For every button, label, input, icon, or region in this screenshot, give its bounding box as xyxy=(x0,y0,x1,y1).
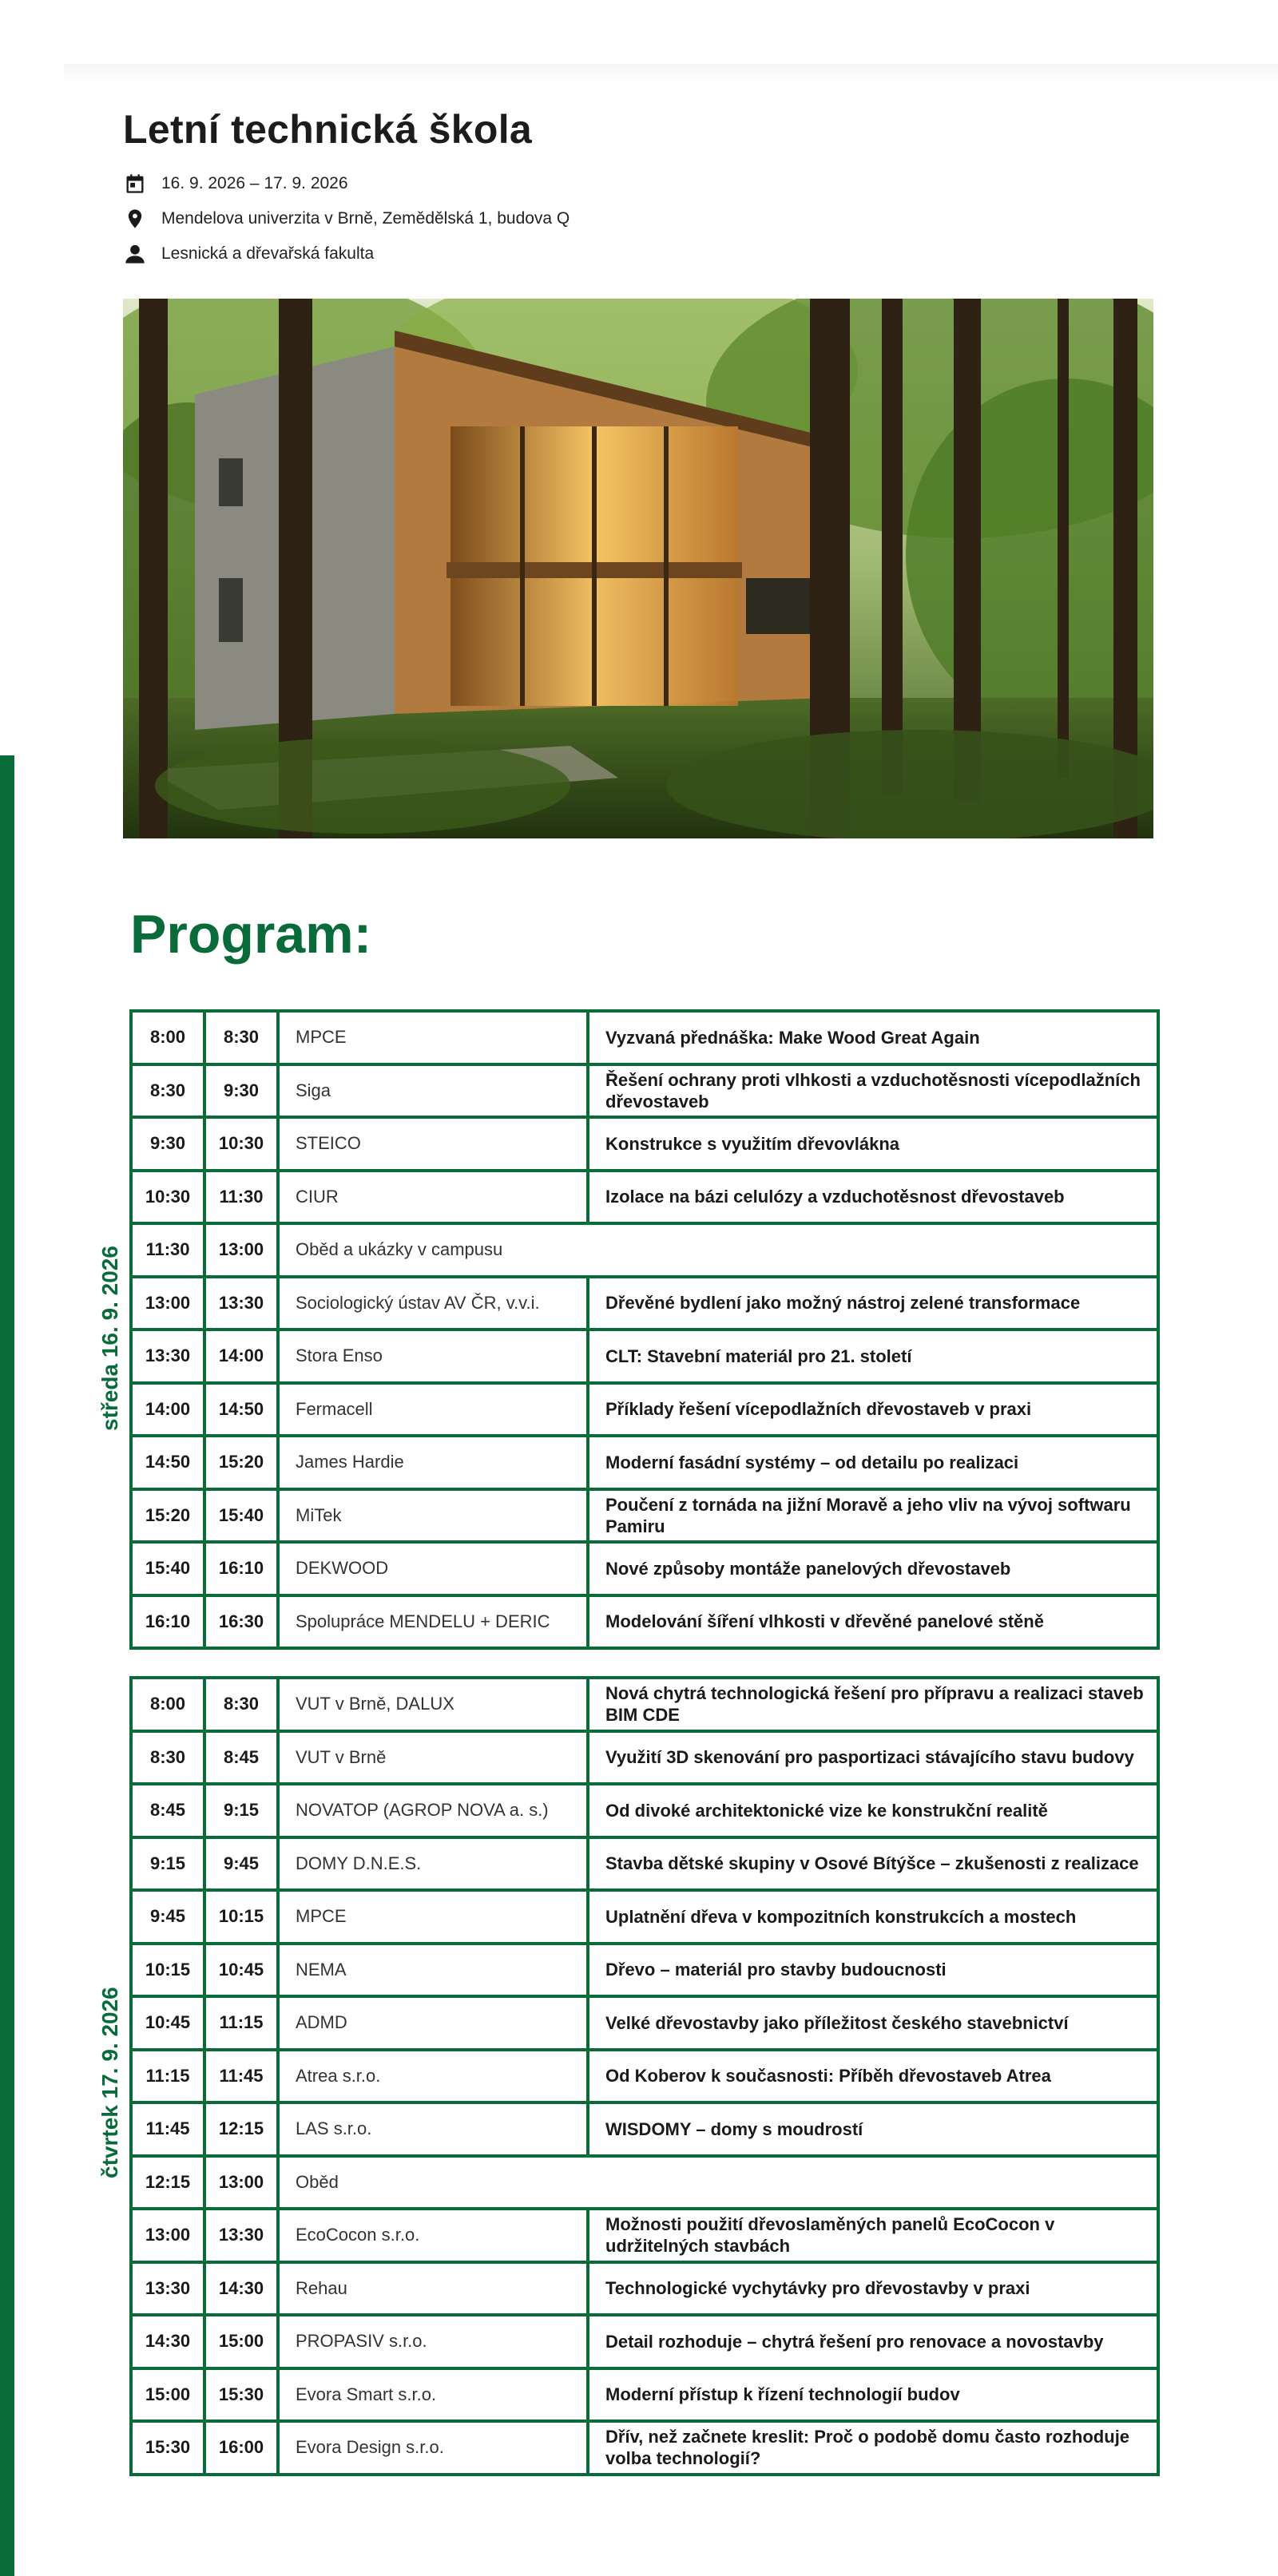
session-end: 10:15 xyxy=(204,1890,278,1944)
session-start: 8:00 xyxy=(131,1678,204,1731)
session-organization: ADMD xyxy=(278,1996,588,2050)
session-organization: DEKWOOD xyxy=(278,1542,588,1595)
session-talk: Využití 3D skenování pro pasportizaci stávajícího stavu budovy xyxy=(588,1731,1158,1785)
session-talk: Nová chytrá technologická řešení pro přípravu a realizaci staveb BIM CDE xyxy=(588,1678,1158,1731)
session-start: 8:30 xyxy=(131,1064,204,1118)
schedule-table-day-2 xyxy=(129,1676,1160,2476)
session-end: 9:45 xyxy=(204,1837,278,1891)
session-end: 8:45 xyxy=(204,1731,278,1785)
session-organization: MPCE xyxy=(278,1890,588,1944)
session-talk: Stavba dětské skupiny v Osové Bítýšce – zkušenosti z realizace xyxy=(588,1837,1158,1891)
session-start: 9:30 xyxy=(131,1117,204,1171)
table-row xyxy=(131,1011,1158,1064)
session-organization: James Hardie xyxy=(278,1436,588,1489)
table-row xyxy=(131,1944,1158,1997)
session-end: 8:30 xyxy=(204,1011,278,1064)
table-row xyxy=(131,2368,1158,2422)
session-organization: PROPASIV s.r.o. xyxy=(278,2315,588,2368)
session-talk: Dřív, než začnete kreslit: Proč o podobě domu často rozhoduje volba technologií? xyxy=(588,2421,1158,2475)
session-talk: Řešení ochrany proti vlhkosti a vzduchotěsnosti vícepodlažních dřevostaveb xyxy=(588,1064,1158,1118)
table-row xyxy=(131,1996,1158,2050)
person-icon xyxy=(123,242,147,266)
session-organization: MPCE xyxy=(278,1011,588,1064)
session-talk: CLT: Stavební materiál pro 21. století xyxy=(588,1330,1158,1383)
session-end: 10:30 xyxy=(204,1117,278,1171)
session-end: 15:40 xyxy=(204,1489,278,1543)
session-organization: Fermacell xyxy=(278,1383,588,1437)
session-end: 13:30 xyxy=(204,2209,278,2262)
session-start: 8:30 xyxy=(131,1731,204,1785)
event-location: Mendelova univerzita v Brně, Zemědělská 1, budova Q xyxy=(161,209,570,228)
session-start: 15:30 xyxy=(131,2421,204,2475)
session-end: 15:00 xyxy=(204,2315,278,2368)
table-row-lunch xyxy=(131,2156,1158,2209)
session-organization: Atrea s.r.o. xyxy=(278,2050,588,2103)
session-end: 10:45 xyxy=(204,1944,278,1997)
event-organizer-row xyxy=(123,236,1161,271)
session-organization: STEICO xyxy=(278,1117,588,1171)
session-end: 14:30 xyxy=(204,2262,278,2316)
session-talk: Poučení z tornáda na jižní Moravě a jeho vliv na vývoj softwaru Pamiru xyxy=(588,1489,1158,1543)
session-talk: Konstrukce s využitím dřevovlákna xyxy=(588,1117,1158,1171)
session-organization: Evora Smart s.r.o. xyxy=(278,2368,588,2422)
session-start: 15:00 xyxy=(131,2368,204,2422)
table-row xyxy=(131,2421,1158,2475)
session-end: 8:30 xyxy=(204,1678,278,1731)
table-row xyxy=(131,2102,1158,2156)
session-organization: Evora Design s.r.o. xyxy=(278,2421,588,2475)
session-organization: NEMA xyxy=(278,1944,588,1997)
table-row xyxy=(131,1436,1158,1489)
session-end: 14:50 xyxy=(204,1383,278,1437)
session-start: 14:00 xyxy=(131,1383,204,1437)
session-end: 11:15 xyxy=(204,1996,278,2050)
session-end: 15:30 xyxy=(204,2368,278,2422)
session-start: 12:15 xyxy=(131,2156,204,2209)
event-location-row xyxy=(123,201,1161,236)
session-talk: Možnosti použití dřevoslaměných panelů EcoCocon v udržitelných stavbách xyxy=(588,2209,1158,2262)
program-heading: Program: xyxy=(130,904,372,965)
session-talk: Vyzvaná přednáška: Make Wood Great Again xyxy=(588,1011,1158,1064)
session-talk: Velké dřevostavby jako příležitost českého stavebnictví xyxy=(588,1996,1158,2050)
session-end: 9:15 xyxy=(204,1784,278,1837)
session-start: 14:50 xyxy=(131,1436,204,1489)
session-end: 13:00 xyxy=(204,1223,278,1277)
day-label-thursday: čtvrtek 17. 9. 2026 xyxy=(97,1987,122,2178)
session-talk: Nové způsoby montáže panelových dřevostaveb xyxy=(588,1542,1158,1595)
table-row xyxy=(131,1277,1158,1330)
session-organization: VUT v Brně, DALUX xyxy=(278,1678,588,1731)
session-organization: Sociologický ústav AV ČR, v.v.i. xyxy=(278,1277,588,1330)
event-organizer: Lesnická a dřevařská fakulta xyxy=(161,244,375,263)
session-end: 16:10 xyxy=(204,1542,278,1595)
session-organization: EcoCocon s.r.o. xyxy=(278,2209,588,2262)
session-organization: Oběd a ukázky v campusu xyxy=(278,1223,1158,1277)
hero-image-wooden-house-in-forest xyxy=(123,299,1153,838)
session-talk: Dřevo – materiál pro stavby budoucnosti xyxy=(588,1944,1158,1997)
day-label-wednesday: středa 16. 9. 2026 xyxy=(97,1246,122,1431)
event-title: Letní technická škola xyxy=(123,107,533,152)
table-row-lunch xyxy=(131,1223,1158,1277)
session-organization: VUT v Brně xyxy=(278,1731,588,1785)
session-organization: Siga xyxy=(278,1064,588,1118)
table-row xyxy=(131,1731,1158,1785)
session-start: 13:30 xyxy=(131,1330,204,1383)
session-start: 9:15 xyxy=(131,1837,204,1891)
session-organization: DOMY D.N.E.S. xyxy=(278,1837,588,1891)
session-talk: Dřevěné bydlení jako možný nástroj zelené transformace xyxy=(588,1277,1158,1330)
table-row xyxy=(131,1595,1158,1649)
session-talk: Od Koberov k současnosti: Příběh dřevostaveb Atrea xyxy=(588,2050,1158,2103)
location-pin-icon xyxy=(123,207,147,231)
session-start: 13:00 xyxy=(131,2209,204,2262)
session-organization: NOVATOP (AGROP NOVA a. s.) xyxy=(278,1784,588,1837)
session-organization: Rehau xyxy=(278,2262,588,2316)
session-organization: Spolupráce MENDELU + DERIC xyxy=(278,1595,588,1649)
table-row xyxy=(131,1489,1158,1543)
session-organization: CIUR xyxy=(278,1171,588,1224)
session-end: 15:20 xyxy=(204,1436,278,1489)
table-row xyxy=(131,1171,1158,1224)
session-start: 10:15 xyxy=(131,1944,204,1997)
session-talk: WISDOMY – domy s moudrostí xyxy=(588,2102,1158,2156)
session-talk: Od divoké architektonické vize ke konstrukční realitě xyxy=(588,1784,1158,1837)
table-row xyxy=(131,2315,1158,2368)
session-start: 10:45 xyxy=(131,1996,204,2050)
session-start: 15:20 xyxy=(131,1489,204,1543)
session-start: 13:00 xyxy=(131,1277,204,1330)
session-talk: Příklady řešení vícepodlažních dřevostaveb v praxi xyxy=(588,1383,1158,1437)
table-row xyxy=(131,1542,1158,1595)
session-end: 11:30 xyxy=(204,1171,278,1224)
event-date: 16. 9. 2026 – 17. 9. 2026 xyxy=(161,174,348,192)
session-start: 16:10 xyxy=(131,1595,204,1649)
session-end: 16:00 xyxy=(204,2421,278,2475)
table-row xyxy=(131,1383,1158,1437)
session-start: 11:45 xyxy=(131,2102,204,2156)
session-organization: Stora Enso xyxy=(278,1330,588,1383)
table-row xyxy=(131,1330,1158,1383)
session-end: 11:45 xyxy=(204,2050,278,2103)
calendar-icon xyxy=(123,172,147,196)
table-row xyxy=(131,1837,1158,1891)
session-end: 13:30 xyxy=(204,1277,278,1330)
session-organization: MiTek xyxy=(278,1489,588,1543)
session-start: 15:40 xyxy=(131,1542,204,1595)
session-talk: Detail rozhoduje – chytrá řešení pro renovace a novostavby xyxy=(588,2315,1158,2368)
table-row xyxy=(131,1890,1158,1944)
table-row xyxy=(131,2209,1158,2262)
session-start: 10:30 xyxy=(131,1171,204,1224)
table-row xyxy=(131,2050,1158,2103)
session-organization: Oběd xyxy=(278,2156,1158,2209)
session-end: 14:00 xyxy=(204,1330,278,1383)
session-start: 11:30 xyxy=(131,1223,204,1277)
session-start: 8:45 xyxy=(131,1784,204,1837)
session-end: 12:15 xyxy=(204,2102,278,2156)
table-row xyxy=(131,1784,1158,1837)
accent-side-bar xyxy=(0,755,14,2576)
session-end: 13:00 xyxy=(204,2156,278,2209)
session-organization: LAS s.r.o. xyxy=(278,2102,588,2156)
top-shadow xyxy=(64,64,1278,85)
session-talk: Technologické vychytávky pro dřevostavby v praxi xyxy=(588,2262,1158,2316)
session-talk: Modelování šíření vlhkosti v dřevěné panelové stěně xyxy=(588,1595,1158,1649)
session-start: 13:30 xyxy=(131,2262,204,2316)
session-end: 9:30 xyxy=(204,1064,278,1118)
table-row xyxy=(131,2262,1158,2316)
session-talk: Moderní fasádní systémy – od detailu po realizaci xyxy=(588,1436,1158,1489)
table-row xyxy=(131,1064,1158,1118)
session-start: 14:30 xyxy=(131,2315,204,2368)
session-end: 16:30 xyxy=(204,1595,278,1649)
session-talk: Izolace na bázi celulózy a vzduchotěsnost dřevostaveb xyxy=(588,1171,1158,1224)
session-start: 9:45 xyxy=(131,1890,204,1944)
schedule-table-day-1 xyxy=(129,1009,1160,1650)
session-talk: Uplatnění dřeva v kompozitních konstrukcích a mostech xyxy=(588,1890,1158,1944)
event-date-row xyxy=(123,166,1161,201)
table-row xyxy=(131,1678,1158,1731)
event-header xyxy=(123,104,1161,271)
table-row xyxy=(131,1117,1158,1171)
session-talk: Moderní přístup k řízení technologií budov xyxy=(588,2368,1158,2422)
session-start: 11:15 xyxy=(131,2050,204,2103)
session-start: 8:00 xyxy=(131,1011,204,1064)
